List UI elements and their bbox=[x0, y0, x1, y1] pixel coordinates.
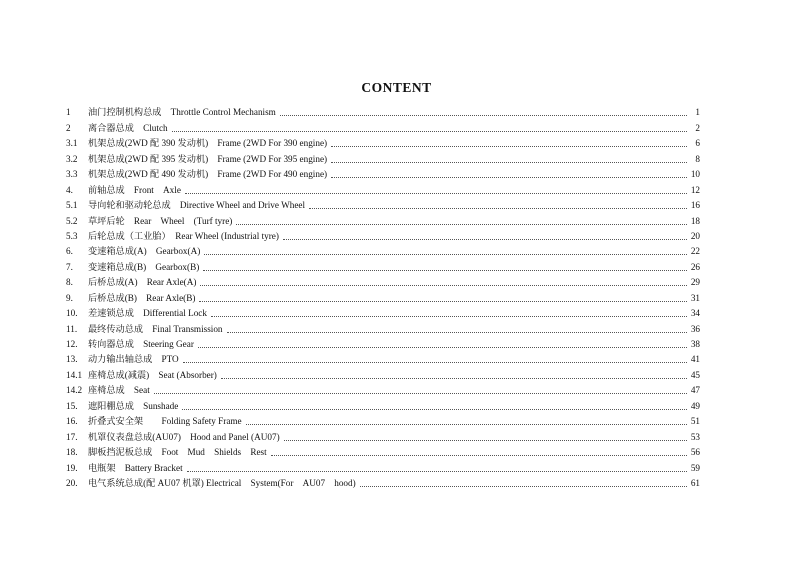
toc-entry-title: 折叠式安全架 Folding Safety Frame bbox=[88, 416, 242, 427]
dot-leader bbox=[280, 115, 687, 116]
dot-leader bbox=[331, 177, 687, 178]
toc-entry-title: 离合器总成 Clutch bbox=[88, 122, 168, 133]
toc-entry-title: 机架总成(2WD 配 490 发动机) Frame (2WD For 490 engine) bbox=[88, 169, 328, 180]
toc-entry-title: 动力输出轴总成 PTO bbox=[88, 354, 179, 365]
dot-leader bbox=[309, 208, 687, 209]
toc-entry-page: 22 bbox=[690, 246, 700, 257]
dot-leader bbox=[199, 301, 687, 302]
dot-leader bbox=[283, 239, 687, 240]
toc-entry-page: 6 bbox=[695, 138, 700, 149]
toc-entry-number: 14.2 bbox=[66, 385, 83, 396]
toc-entry-title: 最终传动总成 Final Transmission bbox=[88, 323, 223, 334]
toc-entry-number: 5.2 bbox=[66, 215, 78, 226]
toc-entry-page: 53 bbox=[690, 431, 700, 442]
toc-entry[interactable] bbox=[66, 365, 700, 380]
toc-entry-title: 座椅总成(减震) Seat (Absorber) bbox=[88, 369, 217, 380]
toc-entry-number: 5.3 bbox=[66, 230, 78, 241]
toc-entry[interactable] bbox=[66, 427, 700, 442]
toc-entry-page: 47 bbox=[690, 385, 700, 396]
toc-entry-page: 49 bbox=[690, 400, 700, 411]
toc-entry[interactable] bbox=[66, 335, 700, 350]
dot-leader bbox=[154, 393, 687, 394]
toc-entry-title: 变速箱总成(B) Gearbox(B) bbox=[88, 261, 200, 272]
toc-entry-title: 脚板挡泥板总成 Foot Mud Shields Rest bbox=[88, 447, 267, 458]
toc-entry[interactable] bbox=[66, 211, 700, 226]
toc-entry-number: 19. bbox=[66, 462, 78, 473]
toc-entry[interactable] bbox=[66, 103, 700, 118]
toc-entry[interactable] bbox=[66, 381, 700, 396]
toc-entry[interactable] bbox=[66, 149, 700, 164]
toc-entry[interactable] bbox=[66, 443, 700, 458]
toc-entry[interactable] bbox=[66, 134, 700, 149]
dot-leader bbox=[211, 316, 687, 317]
toc-entry-title: 电气系统总成(配 AU07 机罩) Electrical System(For AU07 hood) bbox=[88, 477, 356, 488]
toc-entry-number: 14.1 bbox=[66, 369, 83, 380]
toc-entry-title: 后轮总成（工业胎） Rear Wheel (Industrial tyre) bbox=[88, 230, 279, 241]
dot-leader bbox=[331, 162, 687, 163]
dot-leader bbox=[172, 131, 687, 132]
toc-entry-title: 后桥总成(B) Rear Axle(B) bbox=[88, 292, 196, 303]
toc-entry-page: 51 bbox=[690, 416, 700, 427]
toc-entry-number: 9. bbox=[66, 292, 73, 303]
toc-entry-page: 29 bbox=[690, 277, 700, 288]
toc-entry-page: 12 bbox=[690, 184, 700, 195]
toc-entry-number: 5.1 bbox=[66, 200, 78, 211]
toc-entry-number: 1 bbox=[66, 107, 71, 118]
toc-entry-number: 8. bbox=[66, 277, 73, 288]
toc-entry-number: 20. bbox=[66, 477, 78, 488]
toc-entry-title: 机架总成(2WD 配 395 发动机) Frame (2WD For 395 engine) bbox=[88, 153, 328, 164]
toc-entry[interactable] bbox=[66, 257, 700, 272]
toc-entry-page: 20 bbox=[690, 230, 700, 241]
toc-entry[interactable] bbox=[66, 165, 700, 180]
toc-entry-number: 6. bbox=[66, 246, 73, 257]
toc-entry-number: 7. bbox=[66, 261, 73, 272]
dot-leader bbox=[200, 285, 687, 286]
toc-entry-number: 4. bbox=[66, 184, 73, 195]
dot-leader bbox=[271, 455, 687, 456]
dot-leader bbox=[183, 362, 687, 363]
toc-entry-title: 电瓶架 Battery Bracket bbox=[88, 462, 183, 473]
dot-leader bbox=[187, 471, 687, 472]
dot-leader bbox=[204, 254, 687, 255]
toc-entry[interactable] bbox=[66, 474, 700, 489]
toc-entry-number: 3.2 bbox=[66, 153, 78, 164]
dot-leader bbox=[182, 409, 687, 410]
toc-entry-number: 3.1 bbox=[66, 138, 78, 149]
toc-entry-number: 17. bbox=[66, 431, 78, 442]
dot-leader bbox=[203, 270, 687, 271]
toc-entry-page: 31 bbox=[690, 292, 700, 303]
toc-entry-title: 转向器总成 Steering Gear bbox=[88, 339, 194, 349]
toc-entry[interactable] bbox=[66, 273, 700, 288]
toc-entry-title: 前轴总成 Front Axle bbox=[88, 184, 181, 195]
toc-entry[interactable] bbox=[66, 180, 700, 195]
toc-entry-number: 12. bbox=[66, 339, 78, 349]
toc-entry-page: 10 bbox=[690, 169, 700, 180]
dot-leader bbox=[198, 347, 687, 348]
toc-entry[interactable] bbox=[66, 288, 700, 303]
toc-entry-page: 26 bbox=[690, 261, 700, 272]
toc-entry-number: 10. bbox=[66, 308, 78, 319]
toc-entry-page: 1 bbox=[695, 107, 700, 118]
toc-entry-number: 11. bbox=[66, 323, 78, 334]
toc-entry[interactable] bbox=[66, 396, 700, 411]
toc-entry-title: 油门控制机构总成 Throttle Control Mechanism bbox=[88, 107, 276, 118]
toc-entry[interactable] bbox=[66, 242, 700, 257]
toc-entry-page: 59 bbox=[690, 462, 700, 473]
dot-leader bbox=[221, 378, 687, 379]
toc-entry[interactable] bbox=[66, 458, 700, 473]
toc-entry-page: 41 bbox=[690, 354, 700, 365]
dot-leader bbox=[236, 224, 687, 225]
table-of-contents bbox=[66, 103, 700, 489]
toc-entry-number: 13. bbox=[66, 354, 78, 365]
toc-entry-title: 变速箱总成(A) Gearbox(A) bbox=[88, 246, 201, 257]
toc-entry[interactable] bbox=[66, 118, 700, 133]
toc-entry-page: 38 bbox=[690, 339, 700, 349]
dot-leader bbox=[360, 486, 687, 487]
toc-entry-page: 8 bbox=[695, 153, 700, 164]
toc-entry[interactable] bbox=[66, 412, 700, 427]
toc-entry[interactable] bbox=[66, 304, 700, 319]
toc-entry-number: 16. bbox=[66, 416, 78, 427]
dot-leader bbox=[331, 146, 687, 147]
toc-entry-page: 18 bbox=[690, 215, 700, 226]
toc-entry-page: 45 bbox=[690, 369, 700, 380]
toc-entry[interactable] bbox=[66, 196, 700, 211]
toc-entry-title: 机架总成(2WD 配 390 发动机) Frame (2WD For 390 engine) bbox=[88, 138, 328, 149]
toc-entry-number: 18. bbox=[66, 447, 78, 458]
toc-entry-title: 差速锁总成 Differential Lock bbox=[88, 308, 207, 319]
toc-entry-title: 座椅总成 Seat bbox=[88, 385, 150, 396]
toc-entry-title: 机罩仪表盘总成(AU07) Hood and Panel (AU07) bbox=[88, 431, 280, 442]
toc-entry[interactable] bbox=[66, 227, 700, 242]
toc-entry-title: 遮阳棚总成 Sunshade bbox=[88, 400, 179, 411]
toc-entry-title: 草坪后轮 Rear Wheel (Turf tyre) bbox=[88, 215, 233, 226]
toc-entry-page: 34 bbox=[690, 308, 700, 319]
toc-entry-title: 后桥总成(A) Rear Axle(A) bbox=[88, 277, 197, 288]
toc-entry-page: 36 bbox=[690, 323, 700, 334]
dot-leader bbox=[246, 424, 687, 425]
toc-entry[interactable] bbox=[66, 319, 700, 334]
dot-leader bbox=[284, 440, 687, 441]
toc-entry-title: 导向轮和驱动轮总成 Directive Wheel and Drive Wheel bbox=[88, 200, 306, 211]
toc-entry-page: 56 bbox=[690, 447, 700, 458]
toc-entry-number: 15. bbox=[66, 400, 78, 411]
toc-entry-page: 61 bbox=[690, 477, 700, 488]
toc-entry[interactable] bbox=[66, 350, 700, 365]
toc-entry-page: 16 bbox=[690, 200, 700, 211]
dot-leader bbox=[185, 193, 687, 194]
toc-entry-number: 3.3 bbox=[66, 169, 78, 180]
toc-entry-number: 2 bbox=[66, 122, 71, 133]
page-title: CONTENT bbox=[361, 80, 432, 95]
dot-leader bbox=[227, 332, 687, 333]
toc-entry-page: 2 bbox=[695, 122, 700, 133]
